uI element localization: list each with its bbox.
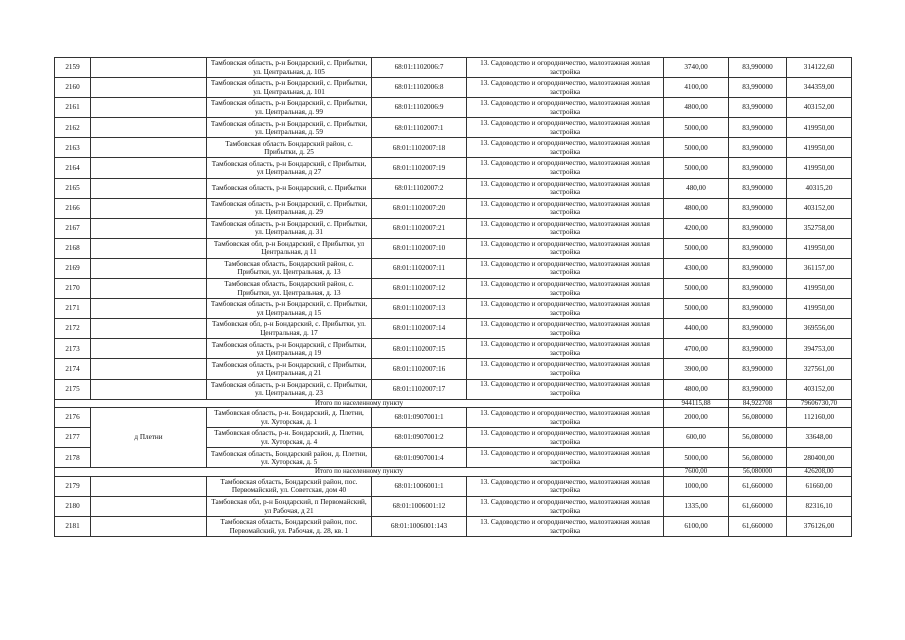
cadastral-number: 68:01:1102006:9 [372, 98, 467, 118]
cadastral-number: 68:01:1102007:16 [372, 359, 467, 379]
table-row [55, 58, 852, 78]
subtotal-rate: 56,080000 [729, 468, 787, 477]
address-cell: Тамбовская область, р-н Бондарский, с Прибытки, ул Центральная, д 27 [207, 158, 372, 178]
locality-cell [91, 379, 207, 399]
locality-cell [91, 138, 207, 158]
area-cell: 600,00 [664, 428, 729, 448]
value-cell: 82316,10 [787, 496, 852, 516]
area-cell: 5000,00 [664, 238, 729, 258]
rate-cell: 56,080000 [729, 428, 787, 448]
locality-cell [91, 279, 207, 299]
land-use-cell: 13. Садоводство и огородничество, малоэтажная жилая застройка [467, 496, 664, 516]
subtotal-label: Итого по населенному пункту [55, 399, 664, 408]
cadastral-number: 68:01:1102007:10 [372, 238, 467, 258]
row-number: 2161 [55, 98, 91, 118]
locality-cell [91, 339, 207, 359]
rate-cell: 61,660000 [729, 517, 787, 537]
address-cell: Тамбовская область, р-н Бондарский, с Прибытки, ул Центральная, д 21 [207, 359, 372, 379]
land-use-cell: 13. Садоводство и огородничество, малоэтажная жилая застройка [467, 476, 664, 496]
cadastral-number: 68:01:1006001:1 [372, 476, 467, 496]
area-cell: 4800,00 [664, 379, 729, 399]
table-body [55, 58, 852, 537]
cadastral-number: 68:01:1102007:15 [372, 339, 467, 359]
area-cell: 4700,00 [664, 339, 729, 359]
rate-cell: 83,990000 [729, 238, 787, 258]
table-row [55, 218, 852, 238]
table-row [55, 138, 852, 158]
area-cell: 4400,00 [664, 319, 729, 339]
row-number: 2176 [55, 408, 91, 428]
address-cell: Тамбовская область, р-н Бондарский, с. Прибытки, ул. Центральная, д. 31 [207, 218, 372, 238]
land-use-cell: 13. Садоводство и огородничество, малоэтажная жилая застройка [467, 319, 664, 339]
rate-cell: 56,080000 [729, 408, 787, 428]
value-cell: 280400,00 [787, 448, 852, 468]
land-use-cell: 13. Садоводство и огородничество, малоэтажная жилая застройка [467, 428, 664, 448]
land-use-cell: 13. Садоводство и огородничество, малоэтажная жилая застройка [467, 517, 664, 537]
locality-cell [91, 517, 207, 537]
rate-cell: 83,990000 [729, 359, 787, 379]
address-cell: Тамбовская область, р-н Бондарский, с. Прибытки [207, 178, 372, 198]
address-cell: Тамбовская область, р-н. Бондарский, д. Плетни, ул. Хуторская, д. 1 [207, 408, 372, 428]
locality-cell [91, 198, 207, 218]
address-cell: Тамбовская область, р-н Бондарский, с. Прибытки, ул. Центральная, д. 99 [207, 98, 372, 118]
land-use-cell: 13. Садоводство и огородничество, малоэтажная жилая застройка [467, 279, 664, 299]
area-cell: 5000,00 [664, 138, 729, 158]
rate-cell: 83,990000 [729, 198, 787, 218]
row-number: 2177 [55, 428, 91, 448]
table-row [55, 158, 852, 178]
table-row [55, 238, 852, 258]
value-cell: 419950,00 [787, 118, 852, 138]
area-cell: 4800,00 [664, 198, 729, 218]
value-cell: 361157,00 [787, 258, 852, 278]
value-cell: 403152,00 [787, 198, 852, 218]
table-row [55, 476, 852, 496]
row-number: 2180 [55, 496, 91, 516]
rate-cell: 61,660000 [729, 496, 787, 516]
rate-cell: 56,080000 [729, 448, 787, 468]
rate-cell: 83,990000 [729, 258, 787, 278]
locality-cell [91, 158, 207, 178]
row-number: 2170 [55, 279, 91, 299]
value-cell: 419950,00 [787, 299, 852, 319]
land-use-cell: 13. Садоводство и огородничество, малоэтажная жилая застройка [467, 78, 664, 98]
value-cell: 344359,00 [787, 78, 852, 98]
table-row [55, 279, 852, 299]
cadastral-number: 68:01:1102006:7 [372, 58, 467, 78]
subtotal-rate: 84,922708 [729, 399, 787, 408]
table-row [55, 178, 852, 198]
row-number: 2169 [55, 258, 91, 278]
row-number: 2172 [55, 319, 91, 339]
address-cell: Тамбовская область, Бондарский район, пос. Первомайский, ул. Рабочая, д. 28, кв. 1 [207, 517, 372, 537]
value-cell: 112160,00 [787, 408, 852, 428]
locality-cell [91, 218, 207, 238]
table-row [55, 408, 852, 428]
area-cell: 3740,00 [664, 58, 729, 78]
address-cell: Тамбовская область, Бондарский район, пос. Первомайский, ул. Советская, дом 40 [207, 476, 372, 496]
address-cell: Тамбовская область, р-н. Бондарский, д. Плетни, ул. Хуторская, д. 4 [207, 428, 372, 448]
area-cell: 4300,00 [664, 258, 729, 278]
address-cell: Тамбовская область, Бондарский район, с. Прибытки, ул. Центральная, д. 13 [207, 279, 372, 299]
row-number: 2166 [55, 198, 91, 218]
cadastral-number: 68:01:1102007:21 [372, 218, 467, 238]
value-cell: 369556,00 [787, 319, 852, 339]
value-cell: 33648,00 [787, 428, 852, 448]
value-cell: 327561,00 [787, 359, 852, 379]
value-cell: 419950,00 [787, 238, 852, 258]
cadastral-number: 68:01:1102007:14 [372, 319, 467, 339]
rate-cell: 83,990000 [729, 319, 787, 339]
rate-cell: 83,990000 [729, 78, 787, 98]
rate-cell: 83,990000 [729, 118, 787, 138]
address-cell: Тамбовская область, р-н Бондарский, с. Прибытки, ул. Центральная, д. 23 [207, 379, 372, 399]
area-cell: 2000,00 [664, 408, 729, 428]
land-use-cell: 13. Садоводство и огородничество, малоэтажная жилая застройка [467, 118, 664, 138]
value-cell: 352758,00 [787, 218, 852, 238]
value-cell: 419950,00 [787, 138, 852, 158]
row-number: 2175 [55, 379, 91, 399]
cadastral-number: 68:01:0907001:4 [372, 448, 467, 468]
area-cell: 480,00 [664, 178, 729, 198]
cadastral-number: 68:01:1102006:8 [372, 78, 467, 98]
table-row [55, 319, 852, 339]
row-number: 2171 [55, 299, 91, 319]
locality-cell [91, 299, 207, 319]
address-cell: Тамбовская область, Бондарский район, с. Прибытки, ул. Центральная, д. 13 [207, 258, 372, 278]
land-use-cell: 13. Садоводство и огородничество, малоэтажная жилая застройка [467, 158, 664, 178]
locality-cell [91, 78, 207, 98]
rate-cell: 83,990000 [729, 379, 787, 399]
area-cell: 3900,00 [664, 359, 729, 379]
value-cell: 314122,60 [787, 58, 852, 78]
locality-cell [91, 178, 207, 198]
table-row [55, 258, 852, 278]
row-number: 2173 [55, 339, 91, 359]
rate-cell: 83,990000 [729, 279, 787, 299]
rate-cell: 61,660000 [729, 476, 787, 496]
row-number: 2164 [55, 158, 91, 178]
row-number: 2159 [55, 58, 91, 78]
rate-cell: 83,990000 [729, 158, 787, 178]
locality-cell: д Плетни [91, 408, 207, 468]
area-cell: 5000,00 [664, 448, 729, 468]
table-row [55, 496, 852, 516]
value-cell: 403152,00 [787, 379, 852, 399]
address-cell: Тамбовская область, Бондарский район, д. Плетни, ул. Хуторская, д. 5 [207, 448, 372, 468]
rate-cell: 83,990000 [729, 299, 787, 319]
land-use-cell: 13. Садоводство и огородничество, малоэтажная жилая застройка [467, 218, 664, 238]
table-row [55, 299, 852, 319]
area-cell: 5000,00 [664, 158, 729, 178]
subtotal-label: Итого по населенному пункту [55, 468, 664, 477]
row-number: 2179 [55, 476, 91, 496]
address-cell: Тамбовская обл, р-н Бондарский, с. Прибытки, ул. Центральная, д. 17 [207, 319, 372, 339]
area-cell: 6100,00 [664, 517, 729, 537]
value-cell: 419950,00 [787, 158, 852, 178]
address-cell: Тамбовская область Бондарский район, с. Прибытки, д. 25 [207, 138, 372, 158]
land-use-cell: 13. Садоводство и огородничество, малоэтажная жилая застройка [467, 178, 664, 198]
value-cell: 403152,00 [787, 98, 852, 118]
land-use-cell: 13. Садоводство и огородничество, малоэтажная жилая застройка [467, 448, 664, 468]
subtotal-area: 944115,88 [664, 399, 729, 408]
address-cell: Тамбовская область, р-н Бондарский, с. Прибытки, ул. Центральная, д. 105 [207, 58, 372, 78]
area-cell: 5000,00 [664, 118, 729, 138]
row-number: 2181 [55, 517, 91, 537]
address-cell: Тамбовская обл, р-н Бондарский, с Прибытки, ул Центральная, д 11 [207, 238, 372, 258]
row-number: 2160 [55, 78, 91, 98]
address-cell: Тамбовская область, р-н Бондарский, с. Прибытки, ул Центральная, д 15 [207, 299, 372, 319]
subtotal-value: 79606730,70 [787, 399, 852, 408]
area-cell: 5000,00 [664, 279, 729, 299]
cadastral-number: 68:01:1102007:19 [372, 158, 467, 178]
rate-cell: 83,990000 [729, 138, 787, 158]
area-cell: 1000,00 [664, 476, 729, 496]
document-page [54, 57, 851, 537]
locality-cell [91, 359, 207, 379]
land-use-cell: 13. Садоводство и огородничество, малоэтажная жилая застройка [467, 258, 664, 278]
rate-cell: 83,990000 [729, 339, 787, 359]
cadastral-number: 68:01:1006001:12 [372, 496, 467, 516]
land-use-cell: 13. Садоводство и огородничество, малоэтажная жилая застройка [467, 58, 664, 78]
land-use-cell: 13. Садоводство и огородничество, малоэтажная жилая застройка [467, 98, 664, 118]
table-row [55, 339, 852, 359]
cadastral-number: 68:01:1102007:2 [372, 178, 467, 198]
subtotal-row [55, 468, 852, 477]
land-use-cell: 13. Садоводство и огородничество, малоэтажная жилая застройка [467, 359, 664, 379]
cadastral-number: 68:01:0907001:2 [372, 428, 467, 448]
value-cell: 376126,00 [787, 517, 852, 537]
address-cell: Тамбовская область, р-н Бондарский, с. Прибытки, ул. Центральная, д. 59 [207, 118, 372, 138]
cadastral-number: 68:01:1102007:17 [372, 379, 467, 399]
cadastral-number: 68:01:1102007:1 [372, 118, 467, 138]
land-valuation-table [54, 57, 852, 537]
cadastral-number: 68:01:1102007:13 [372, 299, 467, 319]
subtotal-area: 7600,00 [664, 468, 729, 477]
locality-cell [91, 238, 207, 258]
locality-cell [91, 319, 207, 339]
table-row [55, 78, 852, 98]
cadastral-number: 68:01:0907001:1 [372, 408, 467, 428]
land-use-cell: 13. Садоводство и огородничество, малоэтажная жилая застройка [467, 339, 664, 359]
address-cell: Тамбовская область, р-н Бондарский, с. Прибытки, ул. Центральная, д. 29 [207, 198, 372, 218]
locality-cell [91, 258, 207, 278]
row-number: 2167 [55, 218, 91, 238]
subtotal-row [55, 399, 852, 408]
value-cell: 40315,20 [787, 178, 852, 198]
row-number: 2168 [55, 238, 91, 258]
area-cell: 4200,00 [664, 218, 729, 238]
row-number: 2162 [55, 118, 91, 138]
land-use-cell: 13. Садоводство и огородничество, малоэтажная жилая застройка [467, 299, 664, 319]
area-cell: 4100,00 [664, 78, 729, 98]
locality-cell [91, 476, 207, 496]
area-cell: 1335,00 [664, 496, 729, 516]
value-cell: 394753,00 [787, 339, 852, 359]
table-row [55, 98, 852, 118]
locality-cell [91, 58, 207, 78]
row-number: 2174 [55, 359, 91, 379]
table-row [55, 359, 852, 379]
land-use-cell: 13. Садоводство и огородничество, малоэтажная жилая застройка [467, 408, 664, 428]
land-use-cell: 13. Садоводство и огородничество, малоэтажная жилая застройка [467, 138, 664, 158]
locality-cell [91, 118, 207, 138]
address-cell: Тамбовская область, р-н Бондарский, с Прибытки, ул Центральная, д 19 [207, 339, 372, 359]
rate-cell: 83,990000 [729, 218, 787, 238]
table-row [55, 198, 852, 218]
area-cell: 5000,00 [664, 299, 729, 319]
cadastral-number: 68:01:1006001:143 [372, 517, 467, 537]
table-row [55, 118, 852, 138]
cadastral-number: 68:01:1102007:20 [372, 198, 467, 218]
row-number: 2165 [55, 178, 91, 198]
locality-cell [91, 496, 207, 516]
value-cell: 61660,00 [787, 476, 852, 496]
address-cell: Тамбовская обл, р-н Бондарский, п Первомайский, ул Рабочая, д 21 [207, 496, 372, 516]
address-cell: Тамбовская область, р-н Бондарский, с. Прибытки, ул. Центральная, д. 101 [207, 78, 372, 98]
cadastral-number: 68:01:1102007:11 [372, 258, 467, 278]
table-row [55, 517, 852, 537]
cadastral-number: 68:01:1102007:18 [372, 138, 467, 158]
land-use-cell: 13. Садоводство и огородничество, малоэтажная жилая застройка [467, 198, 664, 218]
row-number: 2163 [55, 138, 91, 158]
value-cell: 419950,00 [787, 279, 852, 299]
subtotal-value: 426208,00 [787, 468, 852, 477]
cadastral-number: 68:01:1102007:12 [372, 279, 467, 299]
rate-cell: 83,990000 [729, 58, 787, 78]
land-use-cell: 13. Садоводство и огородничество, малоэтажная жилая застройка [467, 379, 664, 399]
locality-cell [91, 98, 207, 118]
rate-cell: 83,990000 [729, 178, 787, 198]
area-cell: 4800,00 [664, 98, 729, 118]
rate-cell: 83,990000 [729, 98, 787, 118]
row-number: 2178 [55, 448, 91, 468]
table-row [55, 379, 852, 399]
land-use-cell: 13. Садоводство и огородничество, малоэтажная жилая застройка [467, 238, 664, 258]
